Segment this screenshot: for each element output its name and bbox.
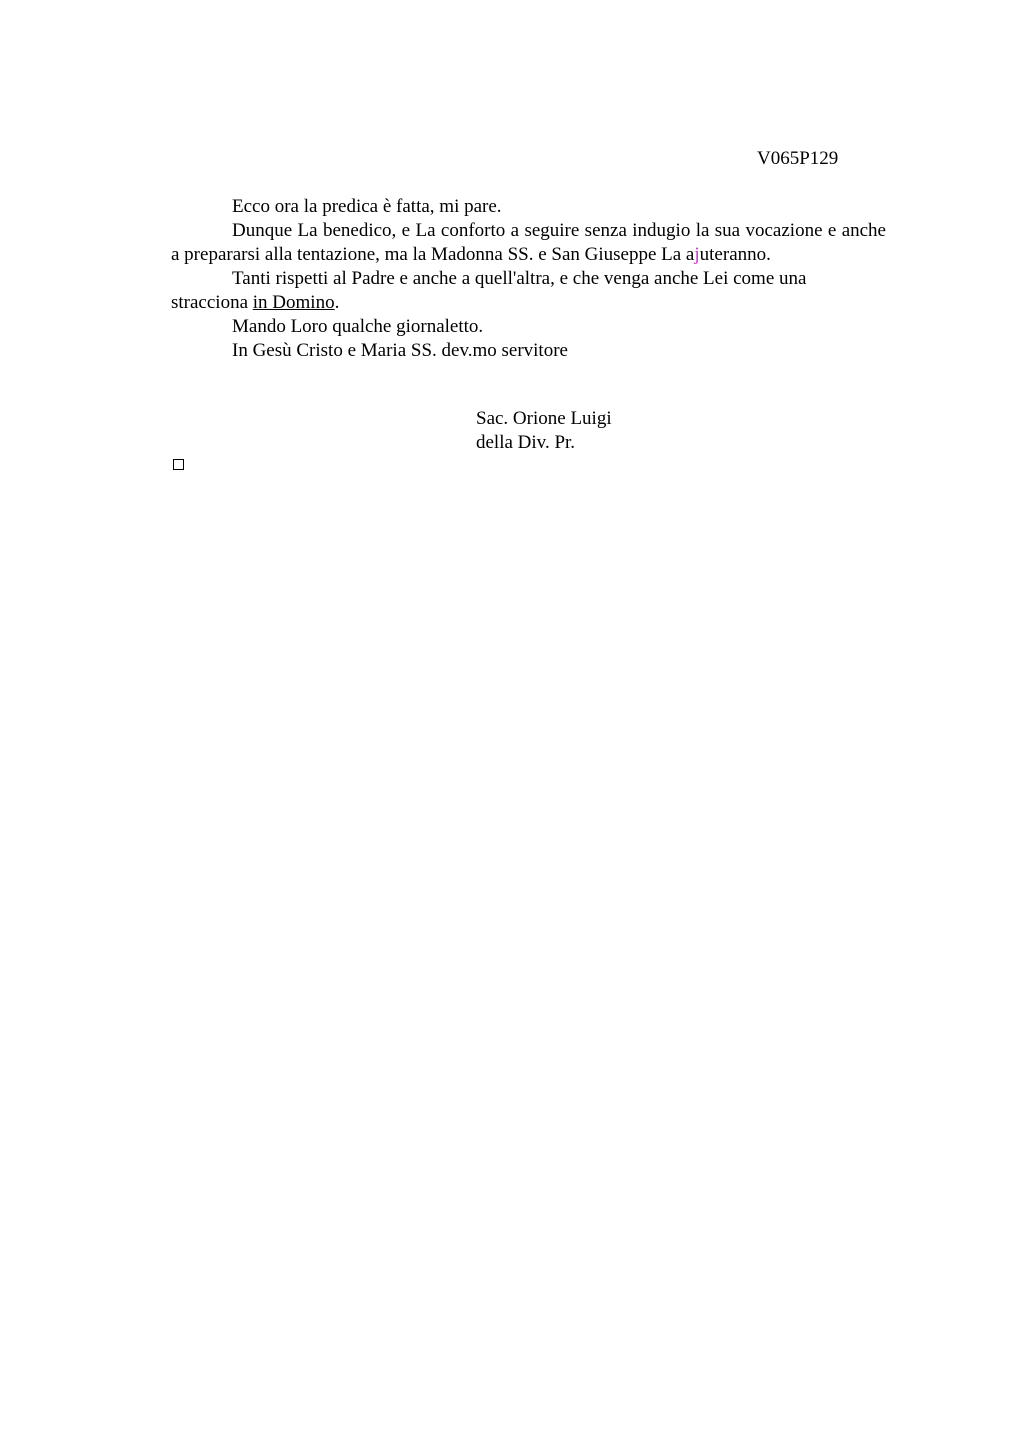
highlighted-letter: j xyxy=(694,244,700,265)
paragraph-3-tail: . xyxy=(334,292,340,313)
paragraph-2-text: Dunque La benedico, e La conforto a seguire senza indugio la sua vocazione e anche a prepararsi alla tentazione, ma la Madonna SS. e San Giuseppe La a xyxy=(171,220,886,265)
signature-title: della Div. Pr. xyxy=(476,432,576,453)
signature-name: Sac. Orione Luigi xyxy=(476,408,612,429)
page-code: V065P129 xyxy=(757,148,839,169)
underlined-phrase: in Domino xyxy=(252,292,335,313)
paragraph-3 xyxy=(171,267,886,315)
letter-body xyxy=(171,195,886,363)
paragraph-1: Ecco ora la predica è fatta, mi pare. xyxy=(232,196,502,217)
paragraph-3-text: Tanti rispetti al Padre e anche a quell'altra, e che venga anche Lei come una stracciona xyxy=(171,268,807,313)
checkbox-square-icon xyxy=(173,459,184,470)
signature-block xyxy=(476,407,612,455)
paragraph-2-tail: uteranno. xyxy=(699,244,771,265)
paragraph-5: In Gesù Cristo e Maria SS. dev.mo servitore xyxy=(232,340,568,361)
paragraph-4: Mando Loro qualche giornaletto. xyxy=(232,316,484,337)
paragraph-2 xyxy=(171,219,886,267)
